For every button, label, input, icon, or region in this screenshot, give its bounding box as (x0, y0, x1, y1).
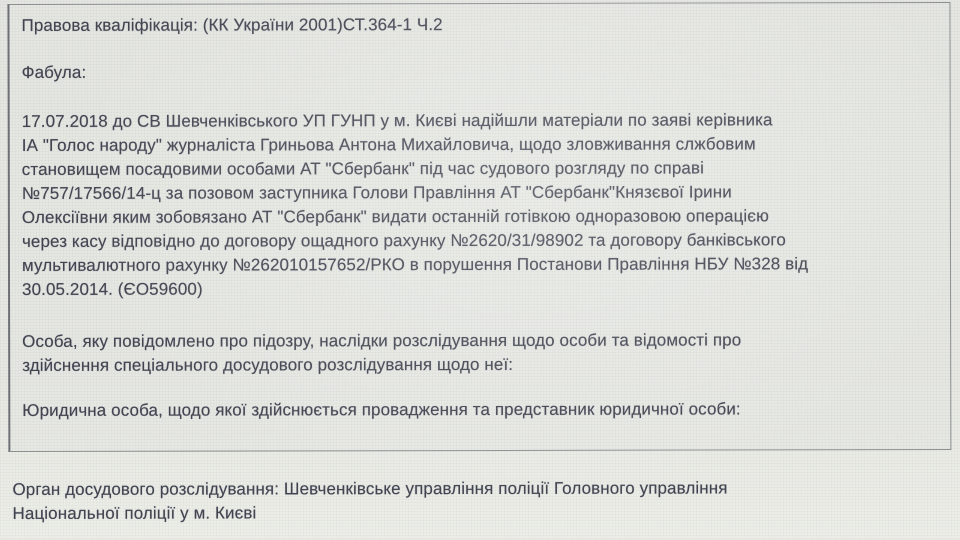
suspect-section: Особа, яку повідомлено про підозру, наслідки розслідування щодо особи та відомості про здійснення спеціального досудового розслідування щодо неї: (22, 330, 742, 375)
case-record-panel (7, 2, 951, 452)
fabula-text: 17.07.2018 до СВ Шевченківського УП ГУНП у м. Києві надійшли матеріали по заяві керівника ІА "Голос народу" журналіста Гриньова Антона Михайловича, щодо зловживання слжбовим становищем посадовими особами АТ "Сбербанк" під час судового розгляду по справі №757/17566/14-ц за позовом заступника Голови Правління АТ "Сбербанк"Князєвої Ірини Олексіївни яким зобовязано АТ "Сбербанк" видати останній готівкою одноразовою операцією через касу відповідно до договору ощадного рахунку №2620/31/98902 та договору банківського мультивалютного рахунку №262010157652/РКО в порушення Постанови Правління НБУ №328 від 30.05.2014. (ЄО59600) (21, 110, 809, 299)
legal-qualification: Правова кваліфікація: (КК України 2001)СТ.364-1 Ч.2 (21, 15, 443, 35)
fabula-label: Фабула: (21, 62, 87, 82)
investigation-body: Орган досудового розслідування: Шевченківське управління поліції Головного управління Національної поліції у м. Києві (12, 478, 728, 523)
legal-entity-section: Юридична особа, щодо якої здійснюється провадження та представник юридичної особи: (22, 399, 741, 420)
